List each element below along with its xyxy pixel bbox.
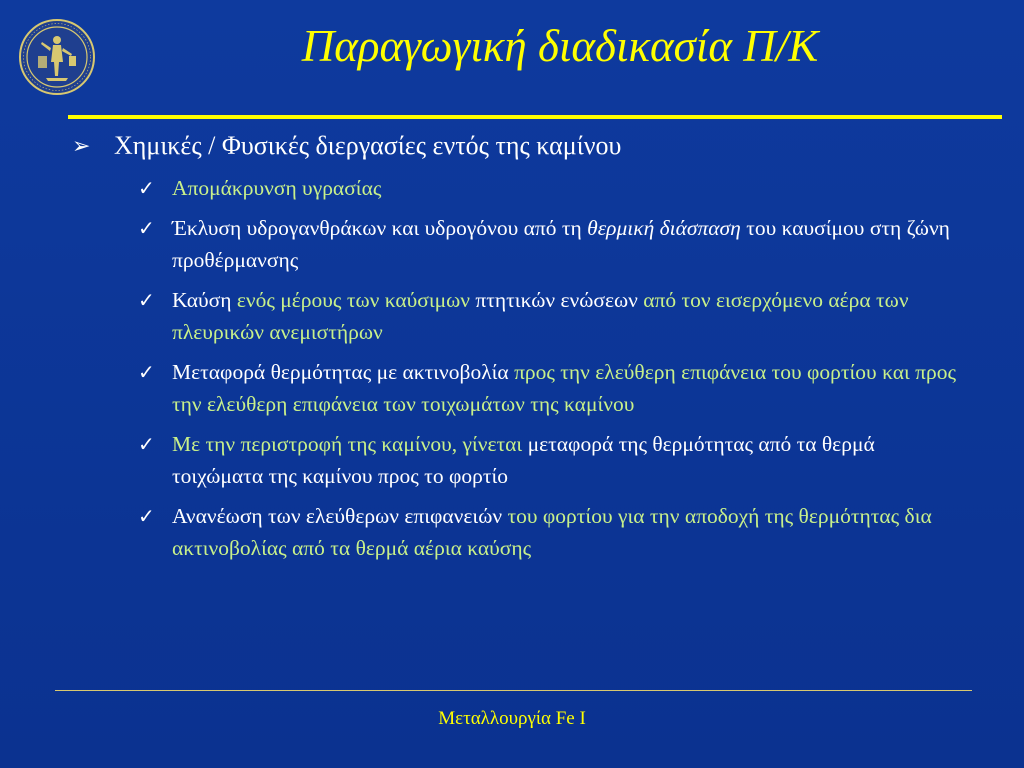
list-item bbox=[138, 500, 968, 564]
text-run: από τον εισερχόμενο αέρα των πλευρικών ανεμιστήρων bbox=[172, 288, 909, 344]
arrow-bullet-icon: ➢ bbox=[72, 133, 91, 158]
checkmark-icon: ✓ bbox=[138, 288, 155, 312]
text-run: πτητικών ενώσεων bbox=[475, 288, 644, 312]
footer-text: Μεταλλουργία Fe I bbox=[438, 708, 586, 729]
list-item-text bbox=[172, 212, 968, 276]
list-item bbox=[138, 284, 968, 348]
text-run: προς την ελεύθερη επιφάνεια του φορτίου και προς την ελεύθερη επιφάνεια των τοιχωμάτων της καμίνου bbox=[172, 360, 956, 416]
list-item bbox=[138, 212, 968, 276]
title-divider bbox=[68, 115, 1002, 119]
list-item bbox=[138, 428, 968, 492]
text-run: μεταφορά της θερμότητας από τα θερμά τοιχώματα της καμίνου προς το φορτίο bbox=[172, 432, 875, 488]
list-item bbox=[138, 356, 968, 420]
checkmark-icon: ✓ bbox=[138, 216, 155, 240]
text-run: Μεταφορά θερμότητας με ακτινοβολία bbox=[172, 360, 515, 384]
list-item-text bbox=[172, 428, 968, 492]
list-item-text bbox=[172, 500, 968, 564]
university-seal-icon bbox=[18, 18, 96, 96]
text-run: θερμική διάσπαση bbox=[587, 216, 741, 240]
text-run: Καύση bbox=[172, 288, 237, 312]
text-run: Απομάκρυνση υγρασίας bbox=[172, 176, 382, 200]
slide-title: Παραγωγική διαδικασία Π/Κ bbox=[301, 21, 819, 71]
text-run: του φορτίου για την αποδοχή της θερμότητας δια ακτινοβολίας από τα θερμά αέρια καύσης bbox=[172, 504, 932, 560]
list-item-text bbox=[172, 284, 968, 348]
footer-divider bbox=[55, 690, 972, 691]
main-bullet-text: Χημικές / Φυσικές διεργασίες εντός της καμίνου bbox=[114, 131, 622, 160]
text-run: ενός μέρους των καύσιμων bbox=[236, 288, 476, 312]
list-item-text bbox=[172, 172, 968, 204]
sub-bullet-list bbox=[138, 172, 968, 572]
text-run: του καυσίμου στη ζώνη προθέρμανσης bbox=[172, 216, 950, 272]
list-item-text bbox=[172, 356, 968, 420]
checkmark-icon: ✓ bbox=[138, 360, 155, 384]
checkmark-icon: ✓ bbox=[138, 176, 155, 200]
checkmark-icon: ✓ bbox=[138, 432, 155, 456]
list-item bbox=[138, 172, 968, 204]
text-run: Έκλυση υδρογανθράκων και υδρογόνου από τη bbox=[172, 216, 588, 240]
text-run: Ανανέωση των ελεύθερων επιφανειών bbox=[172, 504, 508, 528]
checkmark-icon: ✓ bbox=[138, 504, 155, 528]
text-run: Με την περιστροφή της καμίνου, γίνεται bbox=[172, 432, 528, 456]
main-bullet bbox=[72, 128, 972, 164]
